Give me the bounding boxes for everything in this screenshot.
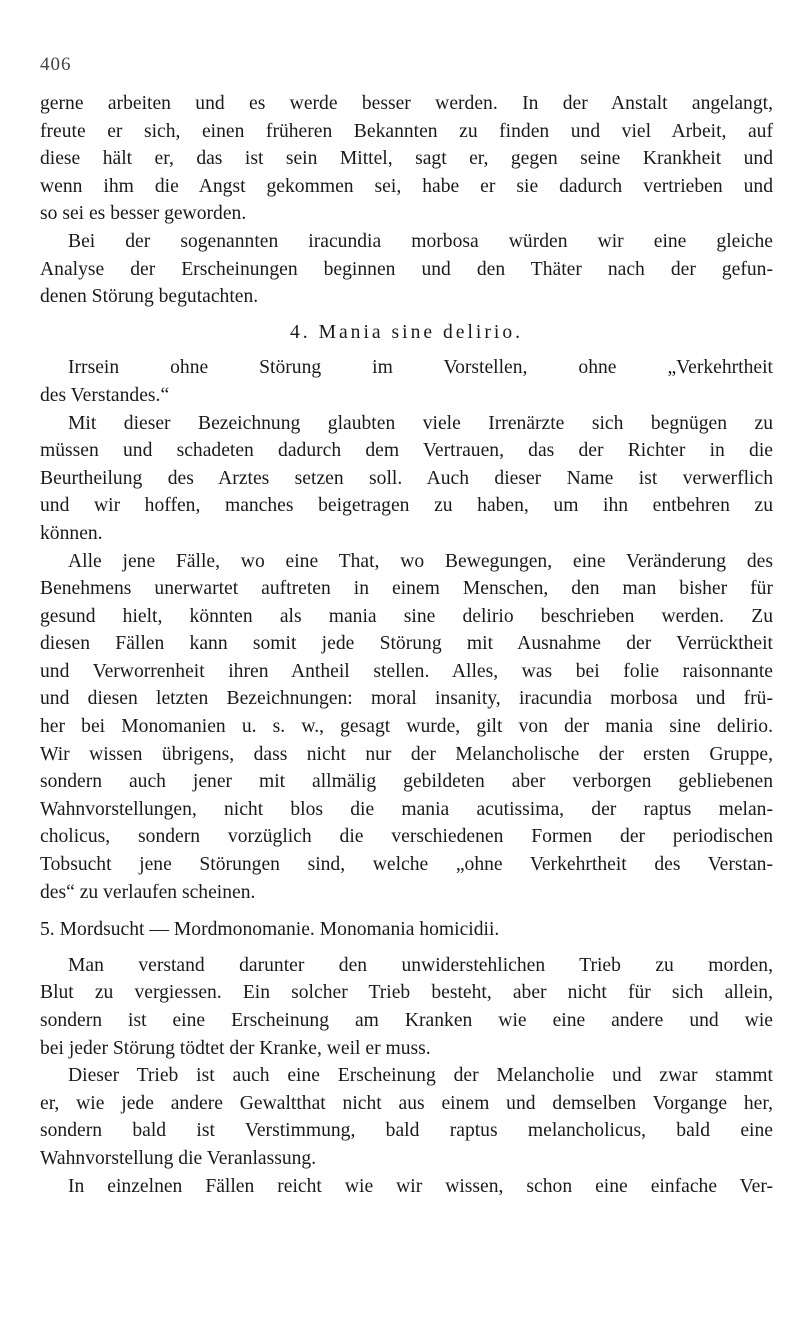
- text-line: Bei der sogenannten iracundia morbosa würden wir eine gleiche: [68, 230, 773, 252]
- text-line: gesund hielt, könnten als mania sine delirio beschrieben werden. Zu: [40, 605, 773, 627]
- text-line: Wir wissen übrigens, dass nicht nur der Melancholische der ersten Gruppe,: [40, 743, 773, 765]
- section-heading: 4. Mania sine delirio.: [289, 321, 524, 343]
- text-line: Analyse der Erscheinungen beginnen und den Thäter nach der gefun-: [40, 258, 773, 280]
- text-line: bei jeder Störung tödtet der Kranke, weil er muss.: [40, 1037, 431, 1059]
- text-line: gerne arbeiten und es werde besser werden. In der Anstalt angelangt,: [40, 93, 773, 114]
- text-line: Wahnvorstellung die Veranlassung.: [40, 1147, 317, 1169]
- text-line: so sei es besser geworden.: [40, 203, 247, 225]
- text-line: und Verworrenheit ihren Antheil stellen. Alles, was bei folie raisonnante: [40, 660, 773, 682]
- text-line: Mit dieser Bezeichnung glaubten viele Irrenärzte sich begnügen zu: [68, 412, 773, 434]
- text-line: sondern bald ist Verstimmung, bald raptus melancholicus, bald eine: [40, 1120, 773, 1142]
- text-line: Irrsein ohne Störung im Vorstellen, ohne „Verkehrtheit: [68, 357, 773, 379]
- text-line: Blut zu vergiessen. Ein solcher Trieb besteht, aber nicht für sich allein,: [40, 982, 773, 1004]
- text-line: und wir hoffen, manches beigetragen zu haben, um ihn entbehren zu: [40, 495, 773, 517]
- text-line: sondern ist eine Erscheinung am Kranken wie eine andere und wie: [40, 1010, 773, 1031]
- text-line: und diesen letzten Bezeichnungen: moral insanity, iracundia morbosa und frü-: [40, 688, 773, 710]
- text-line: des“ zu verlaufen scheinen.: [40, 881, 256, 903]
- text-line: Man verstand darunter den unwiderstehlichen Trieb zu morden,: [68, 954, 773, 976]
- text-line: diese hält er, das ist sein Mittel, sagt er, gegen seine Krankheit und: [40, 148, 773, 170]
- text-line: Dieser Trieb ist auch eine Erscheinung der Melancholie und zwar stammt: [68, 1065, 773, 1087]
- text-line: Benehmens unerwartet auftreten in einem Menschen, den man bisher für: [40, 578, 773, 600]
- text-line: Tobsucht jene Störungen sind, welche „ohne Verkehrtheit des Verstan-: [40, 854, 773, 876]
- text-line: diesen Fällen kann somit jede Störung mit Ausnahme der Verrücktheit: [40, 633, 773, 655]
- section-heading: 5. Mordsucht — Mordmonomanie. Monomania homicidii.: [40, 919, 500, 941]
- text-line: Wahnvorstellungen, nicht blos die mania acutissima, der raptus melan-: [40, 798, 773, 820]
- text-line: Beurtheilung des Arztes setzen soll. Auch dieser Name ist verwerflich: [40, 467, 773, 489]
- text-line: können.: [40, 522, 103, 544]
- text-line: her bei Monomanien u. s. w., gesagt wurde, gilt von der mania sine delirio.: [40, 716, 773, 738]
- text-line: denen Störung begutachten.: [40, 286, 259, 308]
- text-line: wenn ihm die Angst gekommen sei, habe er sie dadurch vertrieben und: [40, 175, 773, 197]
- text-line: er, wie jede andere Gewaltthat nicht aus einem und demselben Vorgange her,: [40, 1092, 773, 1114]
- text-block: [40, 90, 773, 1200]
- text-line: des Verstandes.“: [40, 384, 170, 406]
- text-line: cholicus, sondern vorzüglich die verschiedenen Formen der periodischen: [40, 826, 773, 848]
- page-number: 406: [40, 54, 72, 75]
- text-line: sondern auch jener mit allmälig gebildeten aber verborgen gebliebenen: [40, 771, 773, 793]
- text-line: In einzelnen Fällen reicht wie wir wissen, schon eine einfache Ver-: [68, 1175, 773, 1197]
- text-line: Alle jene Fälle, wo eine That, wo Bewegungen, eine Veränderung des: [68, 550, 773, 572]
- text-line: freute er sich, einen früheren Bekannten zu finden und viel Arbeit, auf: [40, 120, 773, 142]
- text-line: müssen und schadeten dadurch dem Vertrauen, das der Richter in die: [40, 440, 773, 462]
